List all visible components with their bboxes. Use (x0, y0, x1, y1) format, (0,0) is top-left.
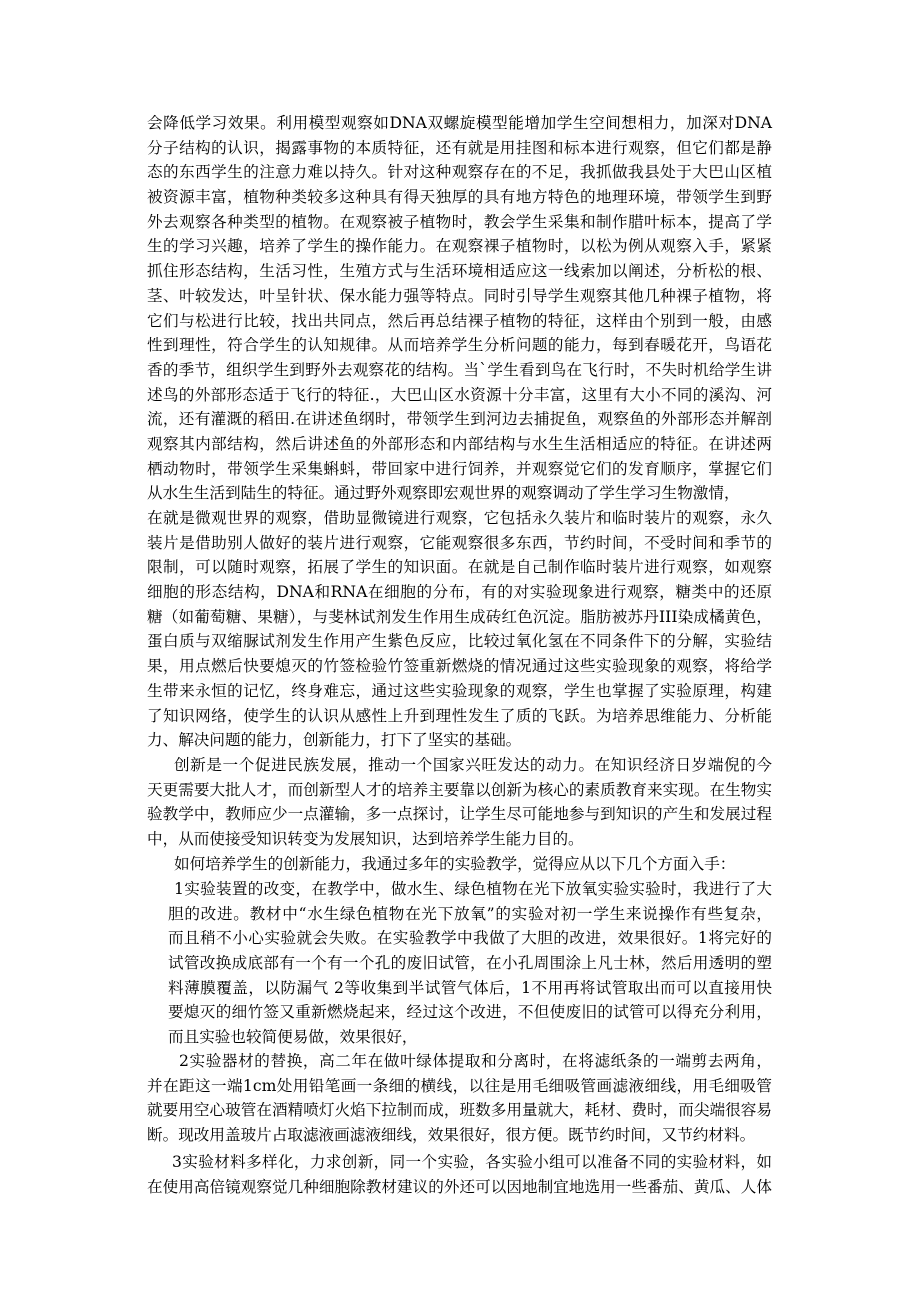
text-line: 栖动物时，带领学生采集蝌蚪，带回家中进行饲养，并观察觉它们的发育顺序，掌握它们 (147, 459, 772, 478)
text-line: 天更需要大批人才，而创新型人才的培养主要靠以创新为核心的素质教育来实现。在生物实 (147, 780, 772, 799)
text-line: 创新是一个促进民族发展，推动一个国家兴旺发达的动力。在知识经济日岁端倪的今 (174, 756, 772, 774)
paragraph-point-2 (147, 1049, 772, 1148)
text-line: 在使用高倍镜观察觉几种细胞除教材建议的外还可以因地制宜地选用一些番茄、黄瓜、人体 (147, 1177, 772, 1196)
text-line: 香的季节，组织学生到野外去观察花的结构。当`学生看到鸟在飞行时，不失时机给学生讲 (147, 360, 772, 379)
text-line: 被资源丰富，植物种类较多这种具有得天独厚的具有地方特色的地理环境，带领学生到野 (147, 188, 772, 207)
text-line: 观察其内部结构，然后讲述鱼的外部形态和内部结构与水生生活相适应的特征。在讲述两 (147, 434, 772, 453)
text-line: 验教学中，教师应少一点灌输，多一点探讨，让学生尽可能地参与到知识的产生和发展过程 (147, 805, 772, 824)
text-line: 茎、叶较发达，叶呈针状、保水能力强等特点。同时引导学生观察其他几种裸子植物，将 (147, 286, 772, 305)
text-line: 述鸟的外部形态适于飞行的特征.，大巴山区水资源十分丰富，这里有大小不同的溪沟、河 (147, 385, 772, 404)
text-line: 3实验材料多样化，力求创新，同一个实验，各实验小组可以准备不同的实验材料，如 (172, 1153, 772, 1171)
text-line: 流，还有灌溉的稻田.在讲述鱼纲时，带领学生到河边去捕捉鱼，观察鱼的外部形态并解剖 (147, 410, 772, 429)
text-line: 糖（如葡萄糖、果糖），与斐林试剂发生作用生成砖红色沉淀。脂肪被苏丹III染成橘黄色， (147, 607, 772, 626)
text-line: 细胞的形态结构，DNA和RNA在细胞的分布，有的对实验现象进行观察，糖类中的还原 (147, 583, 772, 602)
text-line: 果，用点燃后快要熄灭的竹签检验竹签重新燃烧的情况通过这些实验现象的观察，将给学 (147, 657, 772, 676)
text-line: 如何培养学生的创新能力，我通过多年的实验教学，觉得应从以下几个方面入手： (174, 855, 736, 873)
text-line: 它们与松进行比较，找出共同点，然后再总结裸子植物的特征，这样由个别到一般，由感 (147, 311, 772, 330)
text-line: 并在距这一端1cm处用铅笔画一条细的横线，以往是用毛细吸管画滤液细线，用毛细吸管 (147, 1076, 772, 1095)
text-line: 1实验装置的改变，在教学中，做水生、绿色植物在光下放氧实验实验时，我进行了大 (174, 880, 772, 898)
text-line: 装片是借助别人做好的装片进行观察，它能观察很多东西，节约时间，不受时间和季节的 (147, 533, 772, 552)
text-line: 2实验器材的替换，高二年在做叶绿体提取和分离时，在将滤纸条的一端剪去两角， (179, 1052, 772, 1070)
text-line: 要熄灭的细竹签又重新燃烧起来，经过这个改进，不但使废旧的试管可以得充分利用， (168, 1003, 772, 1022)
text-line: 就要用空心玻管在酒精喷灯火焰下拉制而成，班数多用量就大，耗材、费时，而尖端很容易 (147, 1101, 772, 1120)
paragraph-field-observation (147, 111, 772, 506)
text-line: 而且实验也较简便易做，效果很好， (168, 1028, 418, 1047)
text-line: 断。现改用盖玻片占取滤液画滤液细线，效果很好，很方便。既节约时间，又节约材料。 (147, 1126, 756, 1145)
text-line: 力、解决问题的能力，创新能力，打下了坚实的基础。 (147, 731, 522, 750)
text-line: 中，从而使接受知识转变为发展知识，达到培养学生能力目的。 (147, 830, 584, 849)
text-line: 试管改换成底部有一个有一个孔的废旧试管，在小孔周围涂上凡士林，然后用透明的塑 (168, 954, 772, 973)
paragraph-intro-methods (174, 852, 772, 877)
paragraph-innovation (147, 753, 772, 852)
text-line: 限制，可以随时观察，拓展了学生的知识面。在就是自己制作临时装片进行观察，如观察 (147, 558, 772, 577)
text-line: 性到理性，符合学生的认知规律。从而培养学生分析问题的能力，每到春暖花开，鸟语花 (147, 336, 772, 355)
text-line: 在就是微观世界的观察，借助显微镜进行观察，它包括永久装片和临时装片的观察，永久 (147, 509, 772, 527)
text-line: 而且稍不小心实验就会失败。在实验教学中我做了大胆的改进，效果很好。1将完好的 (168, 929, 772, 948)
text-line: 态的东西学生的注意力难以持久。针对这种观察存在的不足，我抓做我县处于大巴山区植 (147, 163, 772, 182)
text-line: 外去观察各种类型的植物。在观察被子植物时，教会学生采集和制作腊叶标本，提高了学 (147, 212, 772, 231)
text-line: 料薄膜覆盖，以防漏气 2等收集到半试管气体后，1不用再将试管取出而可以直接用快 (168, 978, 772, 997)
text-line: 生带来永恒的记忆，终身难忘，通过这些实验现象的观察，学生也掌握了实验原理，构建 (147, 681, 772, 700)
paragraph-micro-observation (147, 506, 772, 753)
paragraph-point-1 (168, 877, 772, 1050)
text-line: 会降低学习效果。利用模型观察如DNA双螺旋模型能增加学生空间想相力，加深对DNA (147, 114, 772, 132)
text-line: 胆的改进。教材中“水生绿色植物在光下放氧”的实验对初一学生来说操作有些复杂， (168, 904, 772, 923)
text-line: 了知识网络，使学生的认识从感性上升到理性发生了质的飞跃。为培养思维能力、分析能 (147, 706, 772, 725)
text-line: 从水生生活到陆生的特征。通过野外观察即宏观世界的观察调动了学生学习生物激情， (147, 484, 740, 503)
text-line: 抓住形态结构，生活习性，生殖方式与生活环境相适应这一线索加以阐述，分析松的根、 (147, 262, 772, 281)
text-line: 生的学习兴趣，培养了学生的操作能力。在观察裸子植物时，以松为例从观察入手，紧紧 (147, 237, 772, 256)
text-line: 蛋白质与双缩脲试剂发生作用产生紫色反应，比较过氧化氢在不同条件下的分解，实验结 (147, 632, 772, 651)
text-line: 分子结构的认识，揭露事物的本质特征，还有就是用挂图和标本进行观察，但它们都是静 (147, 138, 772, 157)
paragraph-point-3 (147, 1150, 772, 1199)
